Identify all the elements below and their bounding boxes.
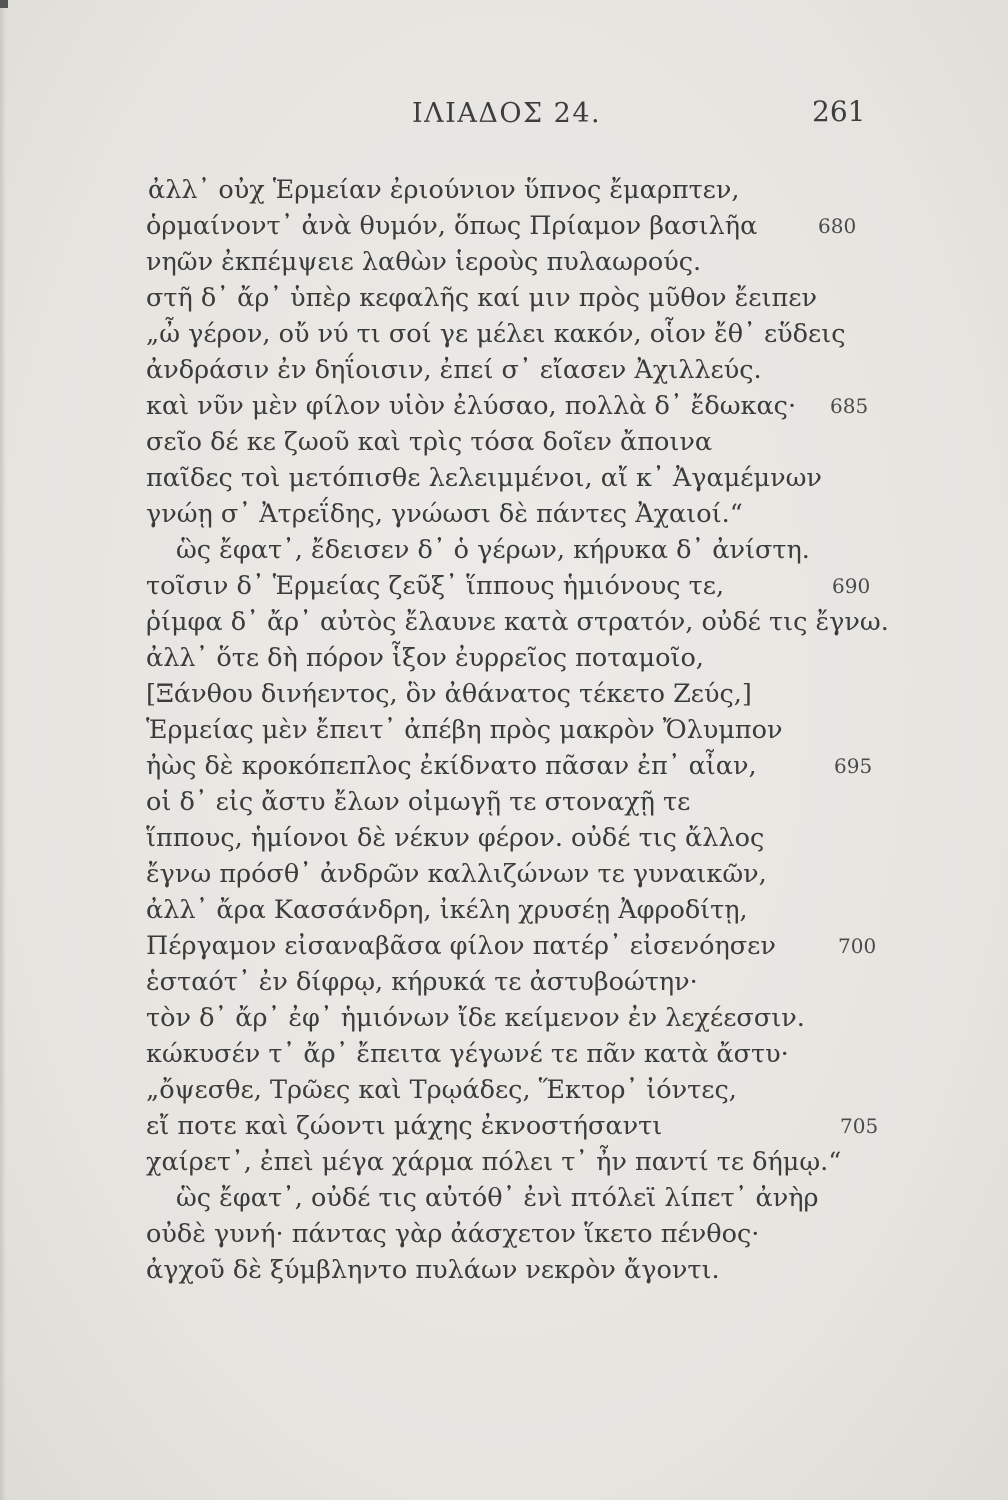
corner-mark — [0, 0, 8, 8]
verse-line — [0, 676, 1008, 712]
verse-text: ἔγνω πρόσθ᾿ ἀνδρῶν καλλιζώνων τε γυναικῶν, — [146, 859, 767, 889]
verse-text: νηῶν ἐκπέμψειε λαθὼν ἱεροὺς πυλαωρούς. — [146, 247, 702, 277]
verse-line — [0, 532, 1008, 568]
verse-line — [0, 1144, 1008, 1180]
verse-line — [0, 316, 1008, 352]
verse-text: κώκυσέν τ᾿ ἄρ᾿ ἔπειτα γέγωνέ τε πᾶν κατὰ ἄστυ· — [146, 1039, 789, 1069]
verse-line — [0, 460, 1008, 496]
verse-line — [0, 640, 1008, 676]
line-number: 690 — [832, 574, 871, 598]
verse-text: εἴ ποτε καὶ ζώοντι μάχης ἐκνοστήσαντι — [146, 1111, 663, 1141]
verse-text: ἠὼς δὲ κροκόπεπλος ἐκίδνατο πᾶσαν ἐπ᾿ αἶαν, — [146, 751, 757, 781]
verse-text: „ὦ γέρον, οὔ νύ τι σοί γε μέλει κακόν, οἷον ἔθ᾿ εὕδεις — [146, 319, 846, 349]
verse-line — [0, 1000, 1008, 1036]
verse-text: ῥίμφα δ᾿ ἄρ᾿ αὐτὸς ἔλαυνε κατὰ στρατόν, οὐδέ τις ἔγνω. — [146, 607, 889, 637]
verse-text: οὐδὲ γυνή· πάντας γὰρ ἀάσχετον ἵκετο πένθος· — [146, 1219, 760, 1249]
verse-text: ἀλλ᾿ ὅτε δὴ πόρον ἷξον ἐυρρεῖος ποταμοῖο, — [146, 643, 704, 673]
verse-text: χαίρετ᾿, ἐπεὶ μέγα χάρμα πόλει τ᾿ ἦν παντί τε δήμῳ.“ — [146, 1147, 842, 1177]
verse-line — [0, 388, 1008, 424]
line-number: 685 — [830, 394, 869, 418]
verse-text: ὣς ἔφατ᾿, οὐδέ τις αὐτόθ᾿ ἐνὶ πτόλεϊ λίπετ᾿ ἀνὴρ — [176, 1183, 819, 1213]
verse-text: [Ξάνθου δινήεντος, ὃν ἀθάνατος τέκετο Ζεύς,] — [146, 679, 752, 709]
verse-line — [0, 964, 1008, 1000]
verse-line — [0, 496, 1008, 532]
page-number: 261 — [812, 95, 866, 128]
verse-line — [0, 352, 1008, 388]
verse-text: ὣς ἔφατ᾿, ἔδεισεν δ᾿ ὁ γέρων, κήρυκα δ᾿ ἀνίστη. — [176, 535, 810, 565]
verse-line — [0, 1036, 1008, 1072]
verse-line — [0, 892, 1008, 928]
verse-line — [0, 172, 1008, 208]
verse-text: γνώῃ σ᾿ Ἀτρεΐδης, γνώωσι δὲ πάντες Ἀχαιοί.“ — [146, 499, 743, 529]
verse-text: ἑσταότ᾿ ἐν δίφρῳ, κήρυκά τε ἀστυβοώτην· — [146, 967, 698, 997]
verse-line — [0, 820, 1008, 856]
verse-line — [0, 1216, 1008, 1252]
verse-line — [0, 928, 1008, 964]
verse-line — [0, 712, 1008, 748]
verse-line — [0, 1180, 1008, 1216]
verse-line — [0, 244, 1008, 280]
verse-text: „ὄψεσθε, Τρῶες καὶ Τρῳάδες, Ἕκτορ᾿ ἰόντες, — [146, 1075, 737, 1105]
verse-text: ἀγχοῦ δὲ ξύμβληντο πυλάων νεκρὸν ἄγοντι. — [146, 1255, 720, 1285]
verse-text: ἵππους, ἡμίονοι δὲ νέκυν φέρον. οὐδέ τις ἄλλος — [146, 823, 765, 853]
verse-line — [0, 784, 1008, 820]
verse-text: ὁρμαίνοντ᾿ ἀνὰ θυμόν, ὅπως Πρίαμον βασιλῆα — [146, 211, 758, 241]
verse-text: παῖδες τοὶ μετόπισθε λελειμμένοι, αἴ κ᾿ Ἀγαμέμνων — [146, 463, 822, 493]
verse-line — [0, 208, 1008, 244]
verse-line — [0, 748, 1008, 784]
verse-line — [0, 568, 1008, 604]
verse-text: στῆ δ᾿ ἄρ᾿ ὑπὲρ κεφαλῆς καί μιν πρὸς μῦθον ἔειπεν — [146, 283, 817, 313]
line-number: 680 — [818, 214, 857, 238]
verse-text: σεῖο δέ κε ζωοῦ καὶ τρὶς τόσα δοῖεν ἄποινα — [146, 427, 713, 457]
verse-text: καὶ νῦν μὲν φίλον υἱὸν ἐλύσαο, πολλὰ δ᾿ ἔδωκας· — [146, 391, 797, 421]
verse-text: οἱ δ᾿ εἰς ἄστυ ἔλων οἰμωγῇ τε στοναχῇ τε — [146, 787, 691, 817]
verse-line — [0, 604, 1008, 640]
verse-line — [0, 1252, 1008, 1288]
verse-line — [0, 280, 1008, 316]
verse-text: Ἑρμείας μὲν ἔπειτ᾿ ἀπέβη πρὸς μακρὸν Ὄλυμπον — [146, 715, 783, 745]
verse-line — [0, 856, 1008, 892]
verse-text: τὸν δ᾿ ἄρ᾿ ἐφ᾿ ἡμιόνων ἴδε κείμενον ἐν λεχέεσσιν. — [146, 1003, 805, 1033]
verse-text: τοῖσιν δ᾿ Ἑρμείας ζεῦξ᾿ ἵππους ἡμιόνους τε, — [146, 571, 725, 601]
line-number: 700 — [838, 934, 877, 958]
verse-text: ἀλλ᾿ ἄρα Κασσάνδρη, ἰκέλη χρυσέῃ Ἀφροδίτῃ, — [146, 895, 748, 925]
verse-line — [0, 424, 1008, 460]
line-number: 705 — [840, 1114, 879, 1138]
verse-line — [0, 1072, 1008, 1108]
verse-text: Πέργαμον εἰσαναβᾶσα φίλον πατέρ᾿ εἰσενόησεν — [146, 931, 776, 961]
line-number: 695 — [834, 754, 873, 778]
verse-text: ἀνδράσιν ἐν δηΐοισιν, ἐπεί σ᾿ εἴασεν Ἀχιλλεύς. — [146, 355, 762, 385]
verse-line — [0, 1108, 1008, 1144]
running-header-title: ΙΛΙΑΔΟΣ 24. — [412, 98, 602, 129]
verse-text: ἀλλ᾿ οὐχ Ἑρμείαν ἐριούνιον ὕπνος ἔμαρπτεν, — [148, 175, 740, 205]
